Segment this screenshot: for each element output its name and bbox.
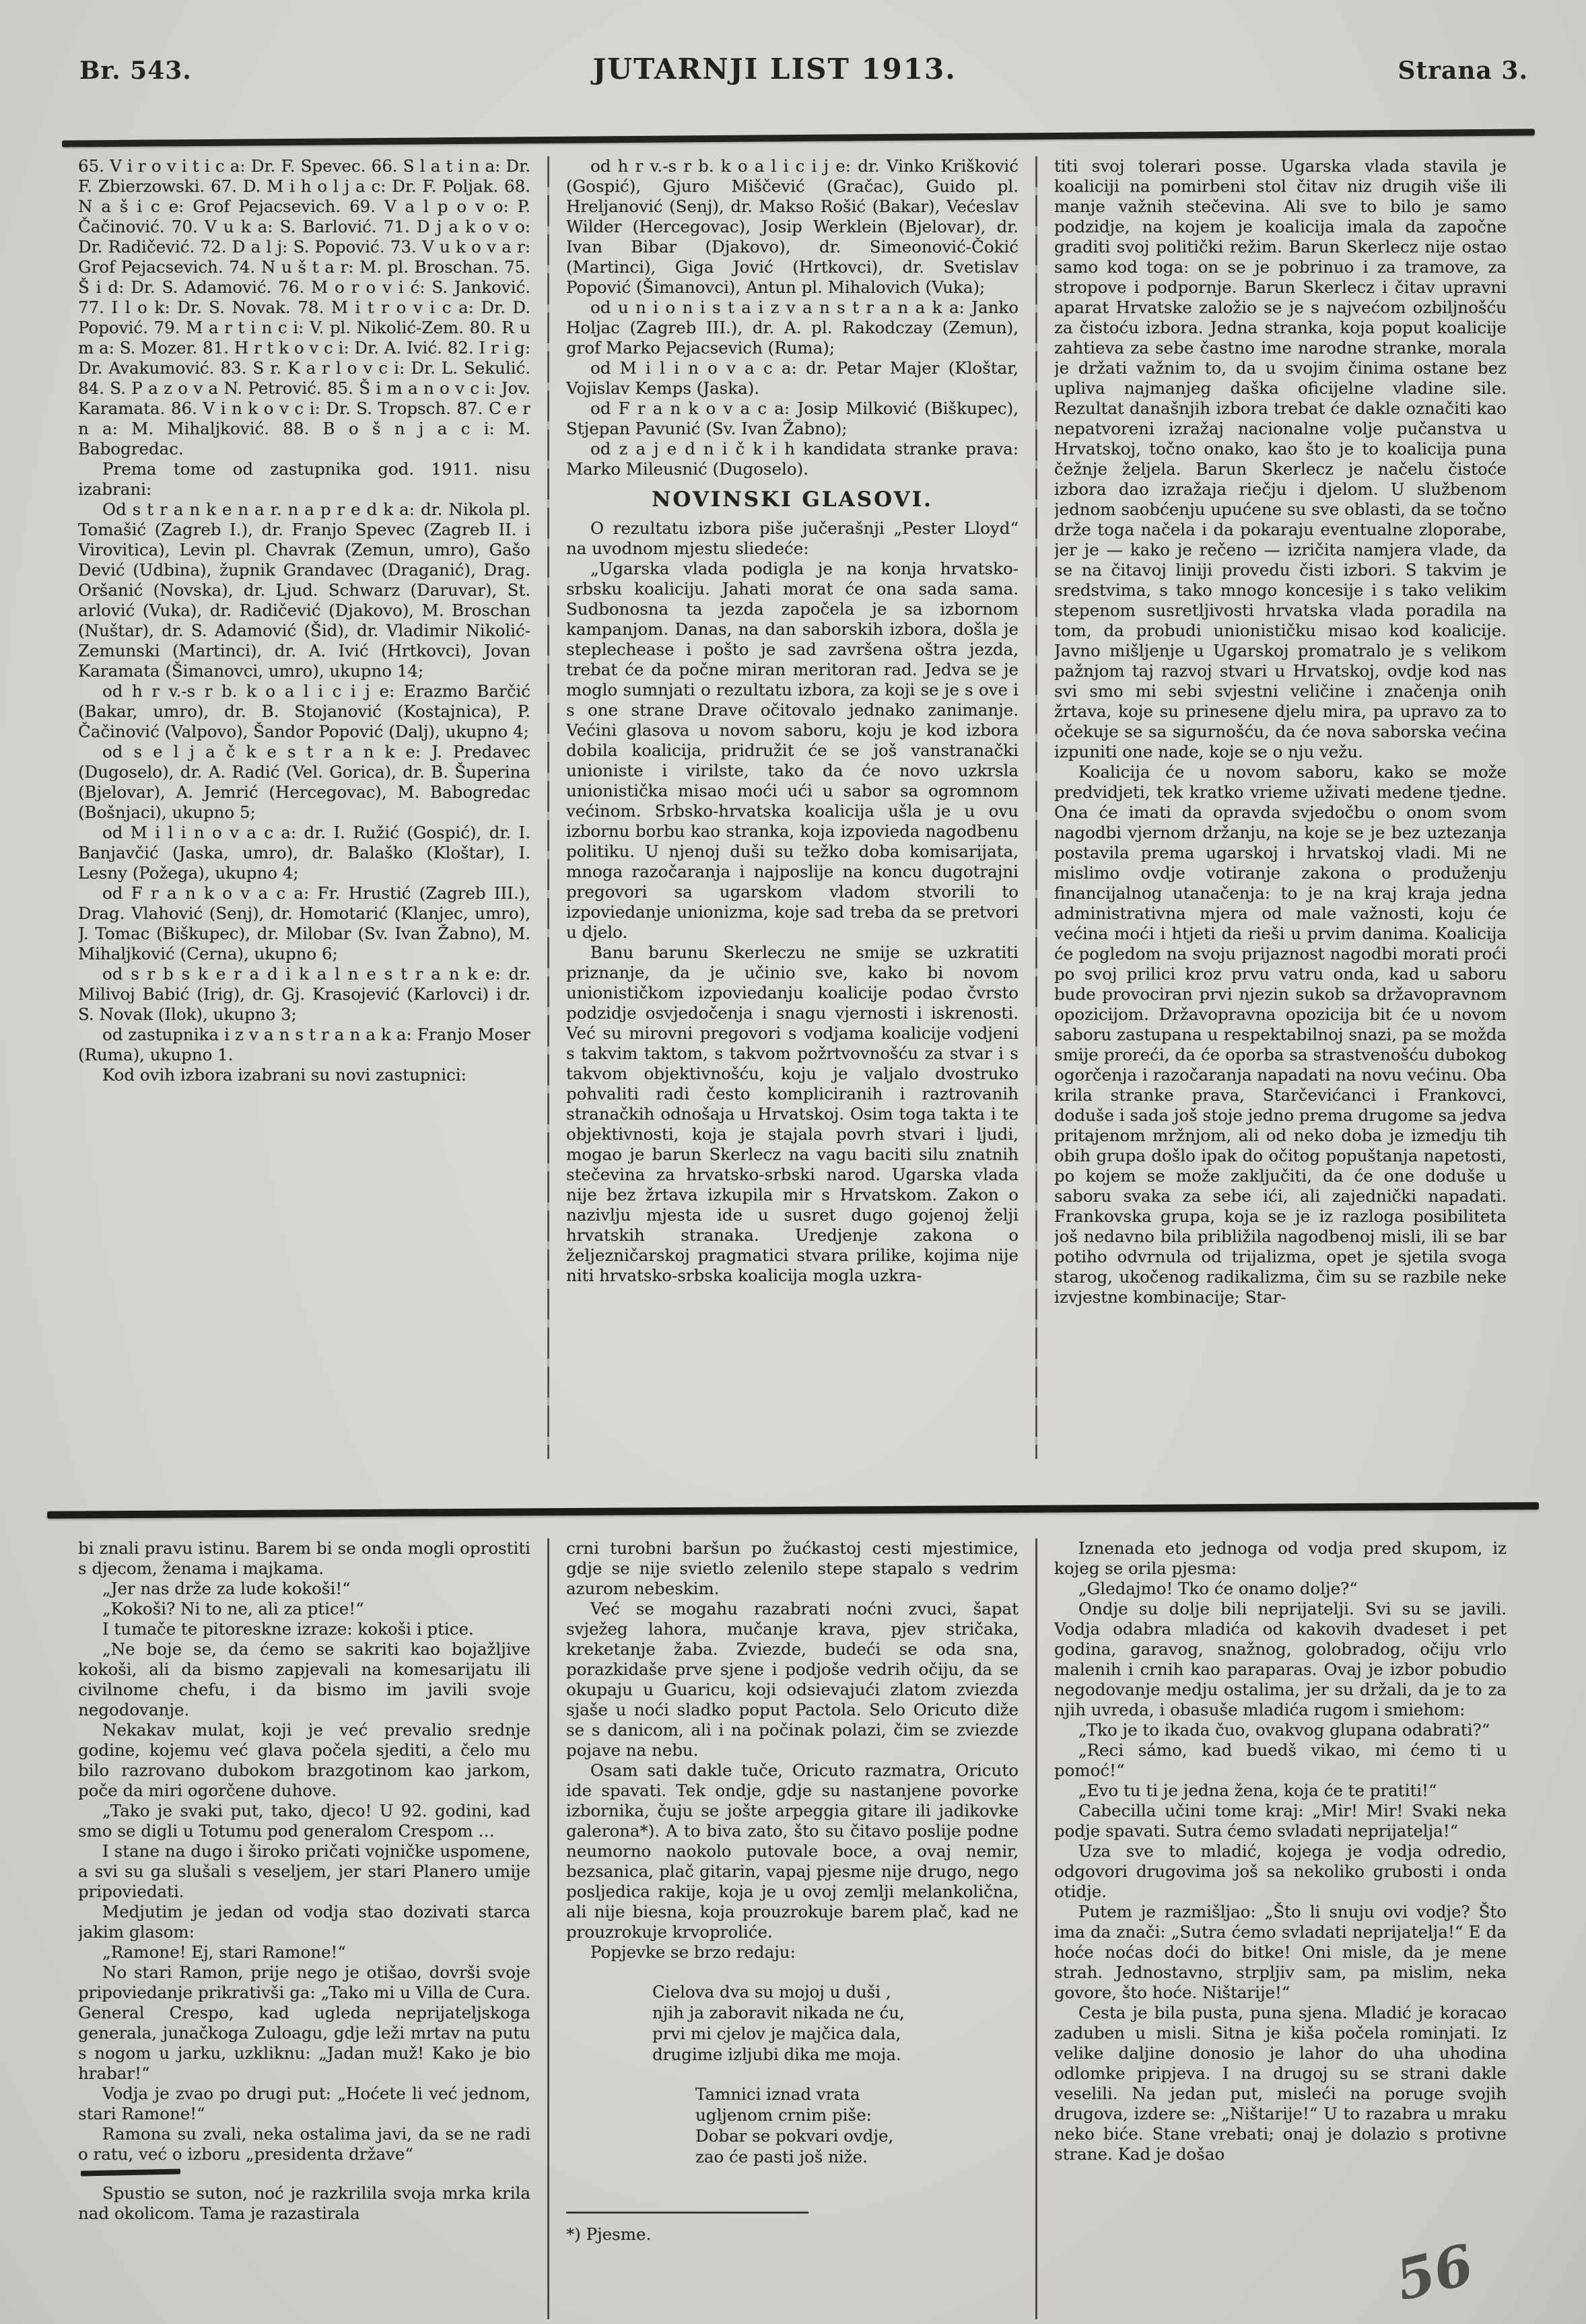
paragraph: Ramona su zvali, neka ostalima javi, da se ne radi o ratu, već o izboru „presidenta države“	[78, 2124, 530, 2164]
section-heading: NOVINSKI GLASOVI.	[652, 487, 933, 512]
paragraph: od zastupnika i z v a n s t r a n a k a: Franjo Moser (Ruma), ukupno 1.	[78, 1025, 530, 1064]
poem-line: prvi mi cjelov je majčica dala,	[652, 2024, 901, 2043]
paragraph: Iznenada eto jednoga od vodja pred skupom, iz kojeg se orila pjesma:	[1054, 1538, 1507, 1578]
handwritten-page-number: 56	[1389, 2232, 1480, 2314]
footnote-text: *) Pjesme.	[566, 2224, 652, 2244]
poem-line: ugljenom crnim piše:	[695, 2105, 872, 2125]
paragraph: Uza sve to mladić, kojega je vodja odredio, odgovori drugovima još sa nekoliko grubosti i onda otidje.	[1054, 1841, 1507, 1901]
poem-stanza	[695, 2084, 1019, 2167]
paragraph: Spustio se suton, noć je razkrilila svoja mrka krila nad okolicom. Tama je razastirala	[78, 2183, 530, 2223]
paragraph: Od s t r a n k e n a r. n a p r e d k a: dr. Nikola pl. Tomašić (Zagreb I.), dr. Franjo Spevec (Zagreb II. i Virovitica), Levin pl. Chavrak (Zemun, umro), Gašo Dević (Udbina), župnik Grandavec (Draganić), Drag. Oršanić (Novska), dr. Ljud. Schwarz (Daruvar), St. arlović (Vuka), dr. Radičević (Djakovo), M. Broschan (Nuštar), dr. S. Adamović (Šid), dr. Vladimir Nikolić-Zemunski (Martinci), dr. A. Ivić (Hrtkovci), Jovan Karamata (Šimanovci, umro), ukupno 14;	[78, 500, 530, 681]
paragraph: 65. V i r o v i t i c a: Dr. F. Spevec. 66. S l a t i n a: Dr. F. Zbierzowski. 67. D. M i h o l j a c: Dr. F. Poljak. 68. N a š i c e: Grof Pejacsevich. 69. V a l p o v o: P. Čačinović. 70. V u k a: S. Barlović. 71. D j a k o v o: Dr. Radičević. 72. D a l j: S. Popović. 73. V u k o v a r: Grof Pejacsevich. 74. N u š t a r: M. pl. Broschan. 75. Š i d: Dr. S. Adamović. 76. M o r o v i ć: S. Janković. 77. I l o k: Dr. S. Novak. 78. M i t r o v i c a: Dr. D. Popović. 79. M a r t i n c i: V. pl. Nikolić-Zem. 80. R u m a: S. Mozer. 81. H r t k o v c i: Dr. A. Ivić. 82. I r i g: Dr. Avakumović. 83. S r. K a r l o v c i: Dr. L. Sekulić. 84. S. P a z o v a N. Petrović. 85. Š i m a n o v c i: Jov. Karamata. 86. V i n k o v c i: Dr. S. Tropsch. 87. C e r n a: M. Mihaljković. 88. B o š n j a c i: M. Babogredac.	[78, 156, 530, 458]
page-number: Strana 3.	[1398, 57, 1528, 85]
paragraph: I stane na dugo i široko pričati vojničke uspomene, a svi su ga slušali s veseljem, jer stari Planero umije pripoviedati.	[78, 1841, 530, 1901]
main-section	[78, 156, 1507, 1459]
paragraph: Banu barunu Skerleczu ne smije se uzkratiti priznanje, da je učinio sve, kako bi novom unionističkom izpoviedanju koalicije podao čvrsto podzidje osvjedočenja i snagu vjernosti i iskrenosti. Već su mirovni pregovori s vodjama koalicije vodjeni s takvim taktom, s takvom požrtvovnošću za stvar i s takvom objektivnošću, koju je valjalo dvostruko pohvaliti radi često kompliciranih i raztrovanih stranačkih odnošaja u Hrvatskoj. Osim toga takta i te objektivnosti, koja je stajala povrh stvari i ljudi, mogao je barun Skerlecz na vagu baciti silu znatnih stečevina za hrvatsko-srbski narod. Ugarska vlada nije bez žrtava izkupila mir s Hrvatskom. Zakon o nazivlju mjesta ide u susret dugo gojenoj želji hrvatskih stranaka. Uredjenje zakona o željezničarskoj pragmatici stvara prilike, kojima nije niti hrvatsko-srbska koalicija mogla uzkra-	[566, 943, 1019, 1285]
paragraph: Kod ovih izbora izabrani su novi zastupnici:	[102, 1065, 467, 1085]
poem-line: Dobar se pokvari ovdje,	[695, 2126, 894, 2146]
paragraph: „Ugarska vlada podigla je na konja hrvatsko-srbsku koaliciju. Jahati morat će ona sada sama. Sudbonosna ta jezda započela je sa izbornom kampanjom. Danas, na dan saborskih izbora, došla je steplechease i pošto je sad završena oštra jezda, trebat će da počne miran meritoran rad. Jedva se je moglo sumnjati o rezultatu izbora, za koji se je s ove i s one strane Drave očitovalo jednako zanimanje. Većini glasova u novom saboru, koju je kod izbora dobila koalicija, pridružit će se još vanstranački unioniste i virilste, tako da će novo uzkrsla unionistička misao moći ući u sabor sa ogromnom većinom. Srbsko-hrvatska koalicija ušla je u ovu izbornu borbu kao stranka, koja izpovieda nagodbenu politiku. U njenoj duši su težko doba komisarijata, mnoga razočaranja i najposlije na koncu dugotrajni pregovori sa ugarskom vladom stvorili to izpoviedanje unionizma, koje sad treba da se pretvori u djelo.	[566, 559, 1019, 942]
column-divider-rule	[1035, 1538, 1037, 2319]
main-column-3	[1054, 156, 1507, 1459]
paragraph: „Reci sámo, kad buedš vikao, mi ćemo ti u pomoć!“	[1054, 1740, 1507, 1780]
paragraph: Putem je razmišljao: „Što li snuju ovi vodje? Što ima da znači: „Sutra ćemo svladati neprijatelja!“ E da hoće noćas doći do bitke! Oni misle, da je mene strah. Jednostavno, strpljiv sam, pa mislim, neka govore, što hoće. Ništarije!“	[1054, 1902, 1507, 2002]
paragraph: „Ramone! Ej, stari Ramone!“	[102, 1942, 346, 1962]
paragraph: od z a j e d n i č k i h kandidata stranke prava: Marko Mileusnić (Dugoselo).	[566, 439, 1019, 479]
paragraph: I tumače te pitoreskne izraze: kokoši i ptice.	[102, 1619, 474, 1639]
paragraph: No stari Ramon, prije nego je otišao, dovrši svoje pripoviedanje prikrativši ga: „Tako mi u Villa de Cura. General Crespo, kad ugleda neprijateljskoga generala, junačkoga Zuloagu, gdje leži mrtav na putu s nogom u jarku, uzkliknu: „Jadan muž! Kako je bio hrabar!“	[78, 1962, 530, 2083]
paragraph: „Gledajmo! Tko će onamo dolje?“	[1078, 1579, 1358, 1598]
poem-line: njih ja zaboravit nikada ne ću,	[652, 2003, 905, 2022]
feuilleton-column-3	[1054, 1538, 1507, 2319]
paragraph: od M i l i n o v a c a: dr. I. Ružić (Gospić), dr. I. Banjavčić (Jaska, umro), dr. Balaško (Kloštar), I. Lesny (Požega), ukupno 4;	[78, 823, 530, 883]
paragraph: od F r a n k o v a c a: Fr. Hrustić (Zagreb III.), Drag. Vlahović (Senj), dr. Homotarić (Klanjec, umro), J. Tomac (Biškupec), dr. Milobar (Sv. Ivan Žabno), M. Mihaljković (Cerna), ukupno 6;	[78, 883, 530, 963]
feuilleton-column-1	[78, 1538, 530, 2319]
paragraph: od u n i o n i s t a i z v a n s t r a n a k a: Janko Holjac (Zagreb III.), dr. A. pl. Rakodczay (Zemun), grof Marko Pejacsevich (Ruma);	[566, 298, 1019, 357]
section-divider-dash	[81, 2168, 180, 2176]
paragraph: bi znali pravu istinu. Barem bi se onda mogli oprostiti s djecom, ženama i majkama.	[78, 1538, 530, 1578]
column-divider-rule	[547, 156, 549, 1459]
paragraph: „Ne boje se, da ćemo se sakriti kao bojažljive kokoši, ali da bismo zapjevali na komesarijatu ili civilnome chefu, i da bismo im javili svoje negodovanje.	[78, 1639, 530, 1719]
main-column-2	[566, 156, 1019, 1459]
paragraph: Osam sati dakle tuče, Oricuto razmatra, Oricuto ide spavati. Tek ondje, gdje su nastanjene povorke izbornika, čuju se jošte arpeggia gitare ili jadikovke galerona*). A to biva zato, što su čitavo poslije podne neumorno naokolo putovale boce, a ovaj nemir, bezsanica, plač gitarin, vapaj pjesme nije drugo, nego posljedica rakije, koja je u ovoj zemlji melankolična, ali nije biesna, koja prouzrokuje barem plač, kad ne prouzrokuje krvoproliće.	[566, 1761, 1019, 1942]
paragraph: Koalicija će u novom saboru, kako se može predvidjeti, tek kratko vrieme uživati medene tjedne. Ona će imati da opravda svjedočbu o onom svom nagodbi vjernom držanju, na koje se je bez uztezanja postavila prema ugarskoj i hrvatskoj vladi. Mi ne mislimo ovdje votiranje zakona o produženju financijalnog utanačenja: to je na kraj kraja jedna administrativna mjera od male važnosti, koju će većina moći i htjeti da rieši u prvim danima. Koalicija će pogledom na svoju prijaznost nagodbi morati proći po svoj prilici kroz prvu vatru onda, kad u saboru bude provociran prvi njezin sukob sa državopravnom opozicijom. Državopravna opozicija bit će u novom saboru zastupana u respektabilnoj snazi, pa se možda smije proreći, da će oporba sa strastvenošću dubokog ogorčenja i razočaranja napadati na novu većinu. Oba krila stranke prava, Starčevićanci i Frankovci, doduše i sada još stoje jedno prema drugome sa jedva pritajenom mržnjom, ali od neko doba je izmedju tih obih grupa došlo ipak do očitog popuštanja napetosti, po kojem se može zaključiti, da će one doduše u saboru svaka za sebe ići, ali zajednički napadati. Frankovska grupa, koja se je iz razloga posibiliteta još nedavno bila približila nagodbenoj misli, ili se bar potiho odvrnula od trijalizma, opet je sjetila svoga starog, ukočenog radikalizma, čim su se razbile neke izvjestne kombinacije; Star-	[1054, 762, 1507, 1307]
column-divider-rule	[1035, 156, 1037, 1459]
feuilleton-section	[78, 1538, 1507, 2319]
page-header	[79, 53, 1528, 86]
feuilleton-column-2	[566, 1538, 1019, 2319]
column-divider-rule	[547, 1538, 549, 2319]
paragraph: Već se mogahu razabrati noćni zvuci, šapat svježeg lahora, mučanje krava, pjev stričaka, kreketanje žaba. Zviezde, budeći se oda sna, porazkidaše prve sjene i podjoše vedrih očiju, da se okupaju u Guaricu, koji odsievajući zlatom zviezda sjaše u noći sladko poput Pactola. Selo Oricuto diže se s danicom, ali i na počinak polazi, čim se zviezde pojave na nebu.	[566, 1599, 1019, 1760]
footnote	[566, 2212, 1019, 2245]
newspaper-masthead: JUTARNJI LIST 1913.	[592, 53, 957, 86]
paragraph: Prema tome od zastupnika god. 1911. nisu izabrani:	[78, 459, 530, 499]
paragraph: Popjevke se brzo redaju:	[590, 1942, 796, 1962]
poem-line: zao će pasti još niže.	[695, 2147, 868, 2166]
paragraph: od s e l j a č k e s t r a n k e: J. Predavec (Dugoselo), dr. A. Radić (Vel. Gorica), dr. B. Šuperina (Bjelovar), A. Jemrić (Hercegovac), M. Babogredac (Bošnjaci), ukupno 5;	[78, 742, 530, 822]
paragraph: „Kokoši? Ni to ne, ali za ptice!“	[102, 1599, 364, 1618]
paragraph: od s r b s k e r a d i k a l n e s t r a n k e: dr. Milivoj Babić (Irig), dr. Gj. Krasojević (Karlovci) i dr. S. Novak (Ilok), ukupno 3;	[78, 964, 530, 1024]
paragraph: Ondje su dolje bili neprijatelji. Svi su se javili. Vodja odabra mladića od kakovih dvadeset i pet godina, garavog, snažnog, golobradog, očiju vrlo malenih i crnih kao paraparas. Ovaj je izbor pobudio negodovanje medju ostalima, jer su držali, da je to za njih uvreda, i obasuše mladića rugom i smiehom:	[1054, 1599, 1507, 1719]
paragraph: Cesta je bila pusta, puna sjena. Mladić je koracao zaduben u misli. Sitna je kiša počela rominjati. Iz velike daljine donosio je lahor do uha uhodina odlomke pripjeva. I na drugoj su se strani dakle veselili. Na jedan put, misleći na poruge svojih drugova, izdere se: „Ništarije!“ U to razabra u mraku neko biće. Stane vrebati; onaj je dolazio s protivne strane. Kad je došao	[1054, 2003, 1507, 2164]
paragraph: od h r v.-s r b. k o a l i c i j e: Erazmo Barčić (Bakar, umro), dr. B. Stojanović (Kostajnica), P. Čačinović (Valpovo), Šandor Popović (Dalj), ukupno 4;	[78, 681, 530, 741]
paragraph: od F r a n k o v a c a: Josip Milković (Biškupec), Stjepan Pavunić (Sv. Ivan Žabno);	[566, 399, 1019, 438]
paragraph: titi svoj tolerari posse. Ugarska vlada stavila je koaliciji na pomirbeni stol čitav niz drugih više ili manje važnih stečevina. Ali sve to bilo je samo podzidje, na kojem je koalicija imala da započne graditi svoj politički režim. Barun Skerlecz nije ostao samo kod toga: on se je pobrinuo i za tramove, za stropove i podpornje. Barun Skerlecz i čitav upravni aparat Hrvatske založio se je s najvećom ozbiljnošću za čistoću izbora. Jedna stranka, koja poput koalicije zahtieva za sebe častno ime narodne stranke, morala je držati važnim to, da u svojim činima ostane bez upliva najmanjeg daška oficijelne vladine sile. Rezultat današnjih izbora trebat će dakle označiti kao nepatvoreni izražaj nacionalne volje pučanstva u Hrvatskoj, točno onako, kao što je to koalicija puna čežnje željela. Barun Skerlecz je načelu čistoće izbora dao izražaja riečju i djelom. U službenom jednom saobćenju upućene su sve oblasti, da se točno drže toga načela i da pokaraju eventualne zloporabe, jer je — kako je rečeno — izričita namjera vlade, da se na čitavoj liniji provedu čisti izbori. S takvim je sredstvima, s tako mnogo koncesije i s tako velikim stepenom susretljivosti hrvatska vlada poradila na tom, da probudi unionističku misao kod koalicije. Javno mišljenje u Ugarskoj promatralo je s velikom pažnjom taj razvoj stvari u Hrvatskoj, ovdje kod nas svi smo mi sebi svjestni veličine i značenja onih žrtava, koje su prinesene djelu mira, pa upravo za to očekuje se sa sigurnošću, da će nova saborska većina izpuniti one nade, koje se o nju vežu.	[1054, 156, 1507, 761]
main-column-1	[78, 156, 530, 1459]
header-rule	[62, 129, 1535, 147]
paragraph: Cabecilla učini tome kraj: „Mir! Mir! Svaki neka podje spavati. Sutra ćemo svladati neprijatelja!“	[1054, 1801, 1507, 1841]
paragraph: O rezultatu izbora piše jučerašnji „Pester Lloyd“ na uvodnom mjestu sliedeće:	[566, 518, 1019, 558]
paragraph: „Jer nas drže za lude kokoši!“	[102, 1579, 351, 1598]
paragraph: Medjutim je jedan od vodja stao dozivati starca jakim glasom:	[78, 1902, 530, 1942]
paragraph: crni turobni baršun po žućkastoj cesti mjestimice, gdje se nije svietlo zelenilo stepe stapalo s vedrim azurom nebeskim.	[566, 1538, 1019, 1598]
poem-line: drugime izljubi dika me moja.	[652, 2045, 901, 2064]
footnote-rule	[566, 2212, 808, 2214]
poem-stanza	[652, 1981, 1019, 2065]
feuilleton-rule	[47, 1502, 1539, 1519]
paragraph: od M i l i n o v a c a: dr. Petar Majer (Kloštar, Vojislav Kemps (Jaska).	[566, 358, 1019, 398]
paragraph: „Tko je to ikada čuo, ovakvog glupana odabrati?“	[1078, 1720, 1490, 1740]
poem-line: Cielova dva su mojoj u duši ,	[652, 1982, 891, 2002]
paragraph: „Evo tu ti je jedna žena, koja će te pratiti!“	[1078, 1781, 1437, 1800]
paragraph: Nekakav mulat, koji je već prevalio srednje godine, kojemu već glava počela sjediti, a čelo mu bilo razrovano dubokom brazgotinom kao jarkom, poče da miri ogorčene duhove.	[78, 1720, 530, 1800]
paragraph: od h r v.-s r b. k o a l i c i j e: dr. Vinko Krišković (Gospić), Gjuro Miščević (Gračac), Guido pl. Hreljanović (Senj), dr. Makso Rošić (Bakar), Većeslav Wilder (Hercegovac), Josip Werklein (Bjelovar), dr. Ivan Bibar (Djakovo), dr. Simeonović-Čokić (Martinci), Giga Jović (Hrtkovci), dr. Svetislav Popović (Šimanovci), Antun pl. Mihalovich (Vuka);	[566, 156, 1019, 297]
poem-line: Tamnici iznad vrata	[695, 2084, 860, 2104]
issue-number: Br. 543.	[79, 57, 192, 85]
paragraph: „Tako je svaki put, tako, djeco! U 92. godini, kad smo se digli u Totumu pod generalom Crespom …	[78, 1801, 530, 1841]
paragraph: Vodja je zvao po drugi put: „Hoćete li već jednom, stari Ramone!“	[78, 2084, 530, 2123]
